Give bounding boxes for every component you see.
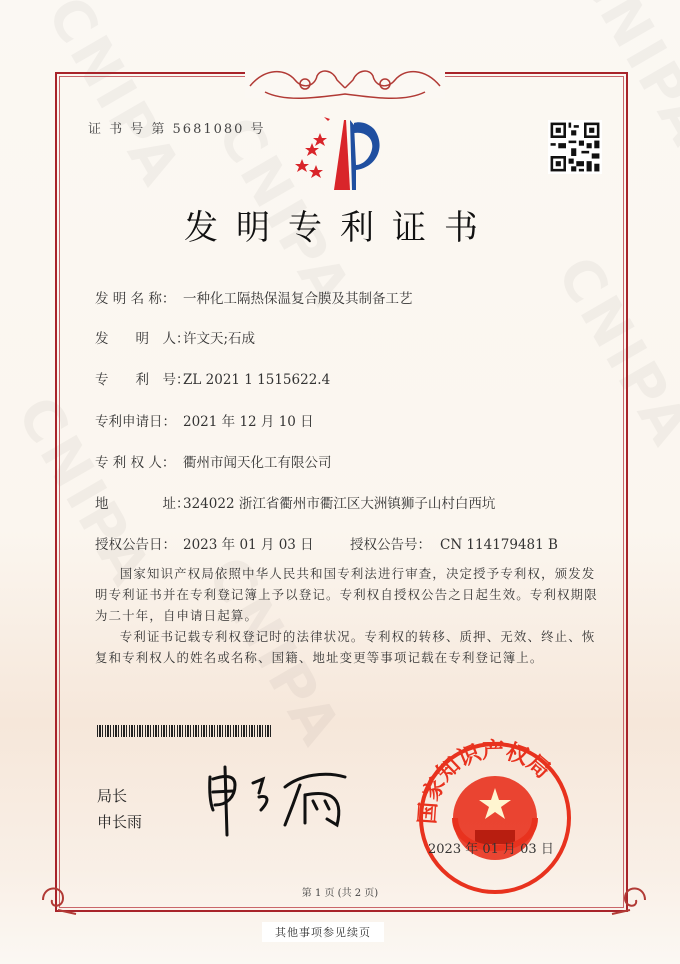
field-label: 专 利 号： [95, 372, 190, 388]
continuation-note: 其他事项参见续页 [262, 922, 384, 942]
paragraph-grant-statement: 国家知识产权局依照中华人民共和国专利法进行审查，决定授予专利权，颁发发明专利证书并在专利登记簿上予以登记。专利权自授权公告之日起生效。专利权期限为二十年，自申请日起算。 [95, 566, 598, 623]
official-seal-icon [415, 738, 575, 898]
field-inventors [95, 327, 255, 347]
field-value: 衢州市闻天化工有限公司 [183, 455, 332, 471]
field-value: 许文天;石成 [183, 331, 256, 347]
field-label: 授权公告号： [350, 537, 431, 553]
field-address [95, 492, 495, 512]
field-grant-date [95, 533, 314, 553]
field-patentee [95, 451, 332, 471]
qr-code-icon [548, 120, 602, 174]
certificate-number: 证 书 号 第 5681080 号 [88, 122, 266, 137]
field-value: 324022 浙江省衢州市衢江区大洲镇狮子山村白西坑 [183, 496, 496, 512]
field-label: 专 利 权 人： [95, 455, 176, 471]
page-indicator: 第 1 页 (共 2 页) [301, 888, 379, 899]
field-label: 发 明 名 称： [95, 291, 176, 307]
field-label: 地 址： [95, 496, 190, 512]
field-invention-name [95, 287, 413, 307]
field-value: 2023 年 01 月 03 日 [183, 537, 314, 553]
director-signature-icon [205, 765, 355, 840]
director-name: 申长雨 [97, 813, 143, 831]
barcode-icon [97, 725, 271, 737]
seal-text: 国家知识产权局 [415, 738, 555, 825]
field-announcement-number [350, 533, 558, 553]
field-label: 授权公告日： [95, 537, 176, 553]
paragraph-legal-status: 专利证书记载专利权登记时的法律状况。专利权的转移、质押、无效、终止、恢复和专利权人的姓名或名称、国籍、地址变更等事项记载在专利登记簿上。 [95, 629, 596, 665]
field-value: CN 114179481 B [440, 537, 558, 553]
director-title: 局长 [97, 787, 128, 805]
field-label: 专利申请日： [95, 414, 176, 430]
cnipa-logo-icon [290, 115, 400, 195]
field-value: ZL 2021 1 1515622.4 [183, 372, 331, 388]
top-ornament-icon [245, 58, 445, 118]
certificate-title: 发明专利证书 [184, 208, 496, 248]
field-value: 2021 年 12 月 10 日 [183, 414, 314, 430]
field-value: 一种化工隔热保温复合膜及其制备工艺 [183, 291, 413, 307]
seal-date: 2023 年 01 月 03 日 [428, 842, 554, 857]
field-label: 发 明 人： [95, 331, 190, 347]
field-application-date [95, 410, 314, 430]
field-patent-number [95, 368, 330, 388]
